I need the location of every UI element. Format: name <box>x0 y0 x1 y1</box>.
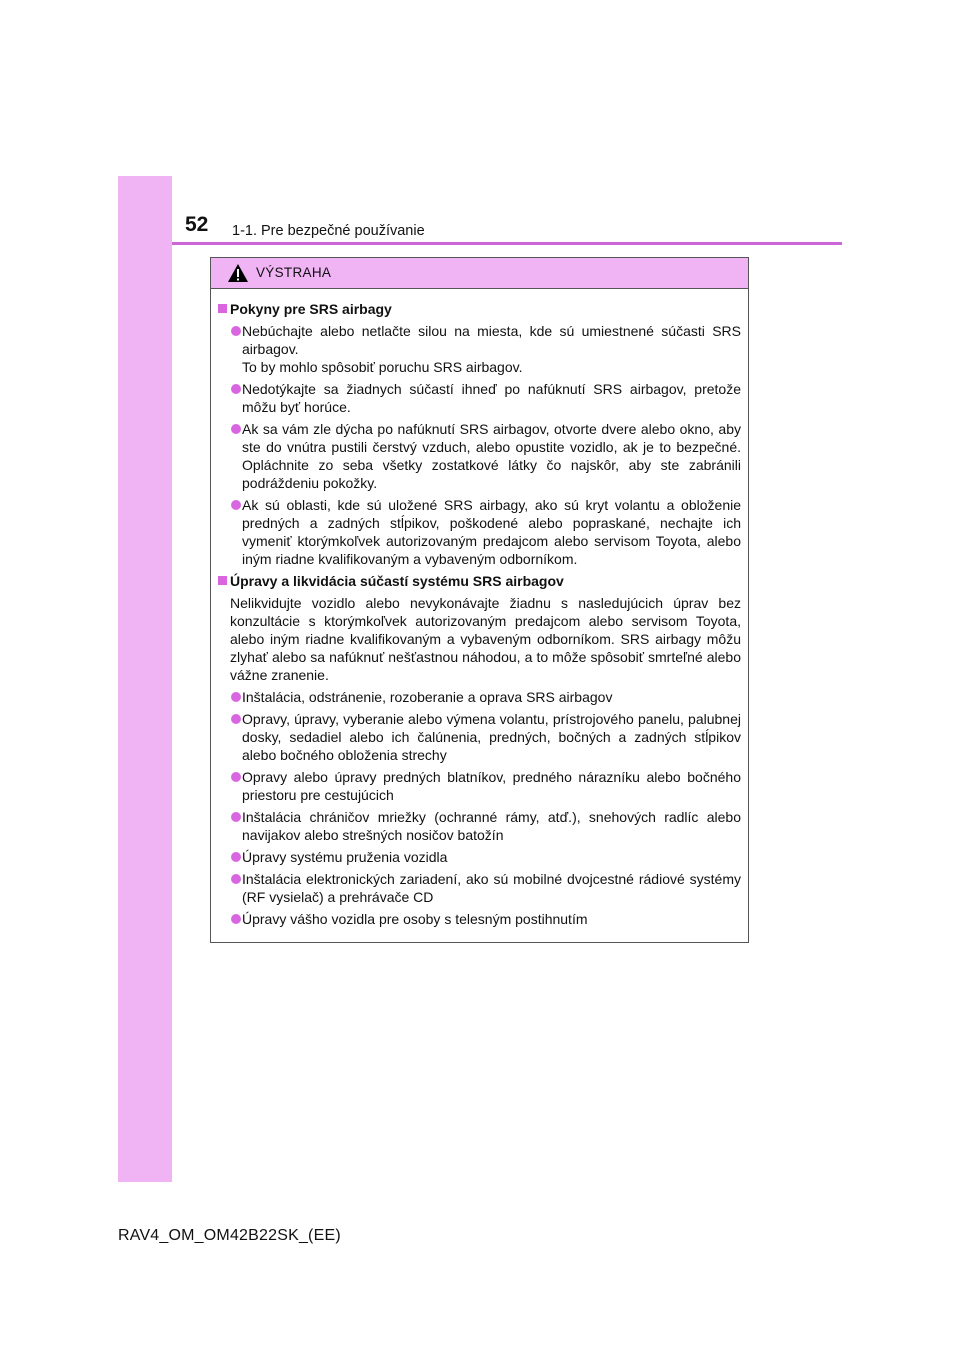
warning-body <box>211 289 748 928</box>
round-bullet-icon <box>231 812 241 822</box>
chapter-sidebar-tab <box>118 176 172 1182</box>
square-bullet-icon <box>218 576 227 585</box>
round-bullet-icon <box>231 326 241 336</box>
list-item: Úpravy vášho vozidla pre osoby s telesným postihnutím <box>218 910 741 928</box>
list-item: Úpravy systému pruženia vozidla <box>218 848 741 866</box>
list-item: Nedotýkajte sa žiadnych súčastí ihneď po nafúknutí SRS airbagov, pretože môžu byť horúce. <box>218 380 741 416</box>
list-item: Inštalácia chráničov mriežky (ochranné rámy, atď.), snehových radlíc alebo navijakov alebo strešných nosičov batožín <box>218 808 741 844</box>
round-bullet-icon <box>231 772 241 782</box>
round-bullet-icon <box>231 424 241 434</box>
list-item: Ak sa vám zle dýcha po nafúknutí SRS airbagov, otvorte dvere alebo okno, aby ste do vnútra pustili čerstvý vzduch, alebo opustite vozidlo, ak je to bezpečné. Opláchnite zo seba všetky zostatkové látky čo najskôr, aby ste zabránili podráždeniu pokožky. <box>218 420 741 492</box>
warning-box <box>210 257 749 943</box>
warning-label: VÝSTRAHA <box>256 265 332 280</box>
list-item: Inštalácia elektronických zariadení, ako sú mobilné dvojcestné rádiové systémy (RF vysielač) a prehrávače CD <box>218 870 741 906</box>
round-bullet-icon <box>231 874 241 884</box>
round-bullet-icon <box>231 914 241 924</box>
round-bullet-icon <box>231 500 241 510</box>
header-divider <box>172 242 842 245</box>
warning-header <box>211 258 748 289</box>
square-bullet-icon <box>218 304 227 313</box>
round-bullet-icon <box>231 852 241 862</box>
document-code: RAV4_OM_OM42B22SK_(EE) <box>118 1227 341 1244</box>
list-item: Opravy alebo úpravy predných blatníkov, predného nárazníku alebo bočného priestoru pre cestujúcich <box>218 768 741 804</box>
section-title: Úpravy a likvidácia súčastí systému SRS airbagov <box>218 572 741 590</box>
page-number: 52 <box>185 213 209 236</box>
section-title: Pokyny pre SRS airbagy <box>218 300 741 318</box>
chapter-title: 1-1. Pre bezpečné používanie <box>232 223 425 239</box>
warning-triangle-icon <box>227 263 249 283</box>
list-item: Inštalácia, odstránenie, rozoberanie a oprava SRS airbagov <box>218 688 741 706</box>
list-item: Nebúchajte alebo netlačte silou na miesta, kde sú umiestnené súčasti SRS airbagov. To by mohlo spôsobiť poruchu SRS airbagov. <box>218 322 741 376</box>
list-item: Ak sú oblasti, kde sú uložené SRS airbagy, ako sú kryt volantu a obloženie predných a zadných stĺpikov, poškodené alebo popraskané, nechajte ich vymeniť ktorýmkoľvek autorizovaným predajcom alebo servisom Toyota, alebo iným riadne kvalifikovaným a vybaveným odborníkom. <box>218 496 741 568</box>
round-bullet-icon <box>231 384 241 394</box>
list-item: Opravy, úpravy, vyberanie alebo výmena volantu, prístrojového panelu, palubnej dosky, sedadiel alebo ich čalúnenia, predných, bočných a zadných stĺpikov alebo bočného obloženia strechy <box>218 710 741 764</box>
round-bullet-icon <box>231 692 241 702</box>
section-intro: Nelikvidujte vozidlo alebo nevykonávajte žiadnu s nasledujúcich úprav bez konzultácie s ktorýmkoľvek autorizovaným predajcom alebo servisom Toyota, alebo iným riadne kvalifikovaným a vybaveným odborníkom. SRS airbagy môžu zlyhať alebo sa nafúknuť nešťastnou náhodou, a to môže spôsobiť smrteľné alebo vážne zranenie. <box>230 595 741 683</box>
round-bullet-icon <box>231 714 241 724</box>
